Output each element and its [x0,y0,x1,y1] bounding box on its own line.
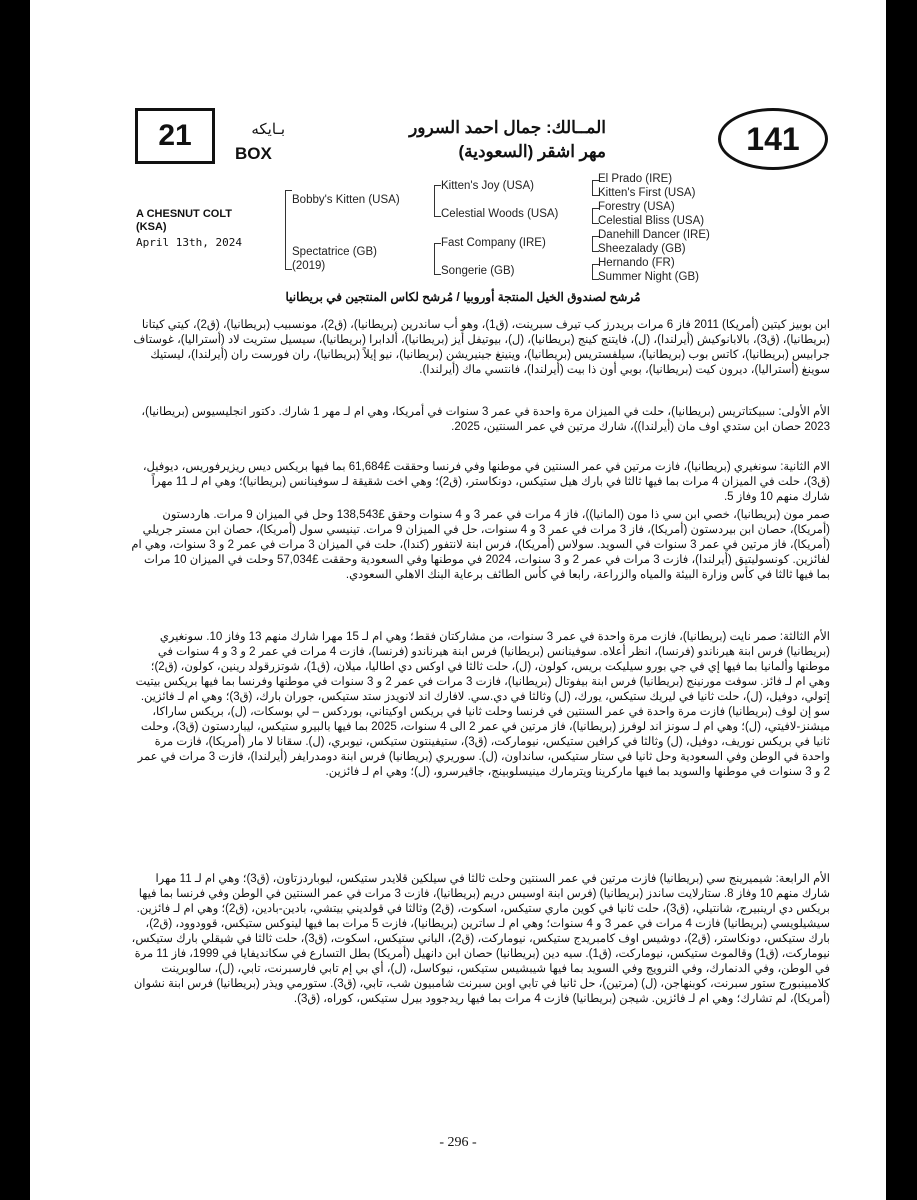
box-number: 21 [135,108,215,164]
pedigree-g3: Forestry (USA) [598,201,675,213]
pedigree-dam-year: (2019) [292,260,326,272]
pedigree-g7: Hernando (FR) [598,257,675,269]
horse-title-line2: (KSA) [136,221,167,233]
pedigree-g6: Sheezalady (GB) [598,243,686,255]
second-dam-produce: صمر مون (بريطانيا)، خصي ابن سي ذا مون (المانيا))، فاز 4 مرات في عمر 3 و 4 سنوات وحقق £138,543 وحل في الميزان 9 مرات. هاردستون (أمريكا)، حصان ابن بيردستون (أمريكا)، فاز 3 مرات في عمر 3 و 4 سنوات، حل في الميزان 9 مرات. تينيسي سول (أمريكا)، حصان ابن مستر جريلي (أمريكا)، فاز مرتين في عمر 3 سنوات في السويد. سولاس (أمريكا)، فرس ابنة لانتفور (كندا)، حلت في الميزان 3 مرات في عمر 2 و 3 سنوات، وهي ام لفائزين. كونسوليتيق (أيرلندا)، فازت 3 مرات في عمر 2 و 3 سنوات، 2024 في موطنها وفي السعودية وحققت £57,034 وحلت في الميزان 10 مرات بما فيها ثالثا في كأس وزارة البيئة والمياه والزراعة، رابعا في كأس الطائف برعاية البنك الاهلي السعودي. [131,509,830,581]
horse-title [136,208,232,234]
pedigree-g8: Summer Night (GB) [598,271,699,283]
foaling-date: April 13th, 2024 [136,236,242,249]
owner-name: المــالك: جمال احمد السرور [409,118,606,137]
pedigree-g5: Danehill Dancer (IRE) [598,229,710,241]
page-number: - 296 - [439,1135,477,1150]
first-dam-paragraph: الأم الأولى: سبيكتاتريس (بريطانيا)، حلت في الميزان مرة واحدة في عمر 3 سنوات في أمريكا، وهي ام لـ مهر 1 شارك. دكتور انجليسيوس (بريطانيا)، 2023 حصان ابن ستدي اوف مان (أيرلندا))، شارك مرتين في عمر السنتين، 2025. [141,406,830,433]
pedigree-dam-dam: Songerie (GB) [441,265,515,277]
pedigree-dam-sire: Fast Company (IRE) [441,237,546,249]
box-label-english: BOX [235,144,272,163]
third-dam-paragraph: الأم الثالثة: صمر نايت (بريطانيا)، فازت مرة واحدة في عمر 3 سنوات، من مشاركتان فقط؛ وهي ام لـ 15 مهرا شارك منهم 13 وفاز 10. سونغيري (بريطانيا) فرس ابنة هيرناندو (فرنسا)، انظر أعلاه. سوفينانس (بريطانيا) فرس ابنة هيرناندو (فرنسا)، فازت 4 مرات في عمر 2 و 3 و 4 سنوات في موطنها وألمانيا بما فيها إي في جي بورو سيليكت بريس، كولون، (ل)، حلت ثالثا في اوكس دي اطاليا، ميلان، (ق1)، شوتزرقولد رينين، كولون، (ق2)؛ وهي ام لـ فائز. سوفت مورنينج (بريطانيا) فرس ابنة بيفوتال (بريطانيا)، فازت 3 مرات في عمر 2 و 3 سنوات في موطنها وفرنسا بما فيها بريكس بيتيت إتولي، دوفيل، (ل)، حلت ثانيا في ليريك ستيكس، يورك، (ل) وثالثا في دي.سي. لافارك اند لانويدز ستد ستيكس، جوران بارك، (ق3)؛ وهي ام لـ فائزين. سو إن لوف (بريطانيا) فازت مرة واحدة في عمر السنتين في فرنسا وحلت ثانيا في بريكس اوكيتاني، بوردكس – لي بوسكات، (ل)، بريكس ساراكا، ميشنز-لافيتي، (ل)؛ وهي ام لـ سونز اند لوفرز (بريطانيا)، فاز مرتين في عمر 2 الى 4 سنوات، 2025 بما فيها بالبيرو ستيكس، ليباردستون (ق3)، وحلت ثانيا في بريكس نوريف، دوفيل، (ل) وثالثا في كرافين ستيكس، نيوماركت، (ق3)، ستيفينتون ستيكس، نيوبري، (ل). سقانا لا مار (أمريكا)، فازت مرة واحدة في الوطن وفي السعودية وحل ثانيا في ستار ستيكس، سانداون، (ل). سوريري (بريطانيا) فرس ابنة دومدرايفر (أيرلندا)، فازت 3 مرات في عمر 2 و 3 سنوات في موطنها والسويد بما فيها ماركرينا ويترمارك مينيسلوبينج، جاقيرسرو، (ل)؛ وهي ام لـ فائزين. [135,631,830,778]
pedigree-brace-dam [434,243,441,275]
pedigree-sire: Bobby's Kitten (USA) [292,194,400,206]
pedigree-g1: El Prado (IRE) [598,173,673,185]
pedigree-dam: Spectatrice (GB) [292,246,377,258]
pedigree-g4: Celestial Bliss (USA) [598,215,705,227]
horse-title-line1: A CHESNUT COLT [136,208,232,220]
sire-paragraph: ابن بوبيز كيتين (أمريكا) 2011 فاز 6 مرات بريدرز كب تيرف سبرينت، (ق1)، وهو أب ساندرين (بريطانيا)، (ق2)، مونسبيب (بريطانيا)، (ق2)، كيتي كيتانا (بريطانيا)، (ق3)، بالابانوكيش (أيرلندا)، (ل)، فايتنج كينج (بريطانيا)، (ل)، بيوتيفل أيز (بريطانيا)، ألدابرا (بريطانيا)، سيسيل ستريت لاد (أستراليا)، غوستاف جرابيس (بريطانيا)، كاتس بوب (بريطانيا)، سيلفستريس (بريطانيا)، وينينغ جينيريشن (بريطانيا)، نيو إيلاً (بريطانيا)، ران فورست ران (أيرلندا)، ليستيك سوينغ (أستراليا)، ديرون كيت (بريطانيا)، بوبي أون ذا بيت (أيرلندا)، فانتسي ماك (أيرلندا). [133,319,830,376]
fourth-dam-paragraph: الأم الرابعة: شيميرينج سي (بريطانيا) فازت مرتين في عمر السنتين وحلت ثالثا في سيلكين قلايدر ستيكس، ليوباردزتاون، (ق3)؛ وهي ام لـ 11 مهرا شارك منهم 10 وفاز 8. ستارلايت ساندز (بريطانيا) (فرس ابنة اوسيس دريم (بريطانيا)، فازت 3 مرات في عمر السنتين في الوطن وفي فرنسا بما فيها بريكس دي ارينبيرج، شانتيلي، (ق3)، حلت ثانيا في كوين ماري ستيكس، اسكوت، (ق2) وثالثا في قولديني بيتشي، بادين-بادين، (ق2)؛ وهي ام لـ فائزين. سيشيلويسي (بريطانيا) فازت 4 مرات في عمر 3 و 4 سنوات؛ وهي ام لـ ساترين (بريطانيا)، فازت 5 مرات بما فيها لينوكس ستيكس، قوودوود، (ق2)، بارك ستيكس، دونكاستر، (ق2)، دوشيس اوف كامبريدج ستيكس، نيوماركت، (ق2)، الباني ستيكس، اسكوت، (ق3)، حلت ثالثا في شيقلي بارك ستيكس، نيوماركت، (ق1) وقالموث ستيكس، نيوماركت، (ق1). سيه دين (بريطانيا) حصان ابن دانهيل (أمريكا) بطل التسارع في سكانديفايا في 1999، فاز 11 مرة في الوطن، وفي الدنمارك، وفي النرويج وفي السويد بما فيها شيبشيس ستيكس، نيوكاسل، (ل)، أي بي إم تابي فارسبرنت، تابي، (ل)، سالوبرينت كلامبينبورج ستور سبرنت، كوبنهاجن، (ل) (مرتين)، حل ثانيا في تابي اوبن سبرنت شامبيون شب، تابي، (ق3). ستورمي ويذر (بريطانيا) فرس ابنة نشوان (أمريكا)، لم تشارك؛ وهي ام لـ فائزين. شيجن (بريطانيا) فازت 4 مرات بما فيها ريدجوود بيرل ستيكس، كوراه، (ق3). [131,873,830,1005]
candidate-line: مُرشح لصندوق الخيل المنتجة أوروبيا / مُرشح لكاس المنتجين في بريطانيا [285,290,641,304]
pedigree-sire-dam: Celestial Woods (USA) [441,208,559,220]
pedigree-brace-sire [434,185,441,217]
box-label-arabic: بـايكه [251,121,285,138]
pedigree-sire-sire: Kitten's Joy (USA) [441,180,534,192]
pedigree-g2: Kitten's First (USA) [598,187,696,199]
second-dam-paragraph: الام الثانية: سونغيري (بريطانيا)، فازت مرتين في عمر السنتين في موطنها وفي فرنسا وحققت £61,684 بما فيها بريكس ديس ريزيرفوريس، ديوفيل، (ق3)، حلت في الميزان 4 مرات بما فيها ثالثا في بارك هيل ستيكس، دونكاستر، (ق2)؛ وهي اخت شقيقة لـ سوفينانس (بريطانيا)؛ وهي ام لـ 11 مهراً شارك منهم 10 وفاز 5. [142,461,830,503]
lot-number: 141 [718,108,828,170]
horse-description-arabic: مهر اشقر (السعودية) [458,142,606,161]
catalogue-page [30,0,886,1200]
pedigree-brace-gen1 [285,190,292,270]
